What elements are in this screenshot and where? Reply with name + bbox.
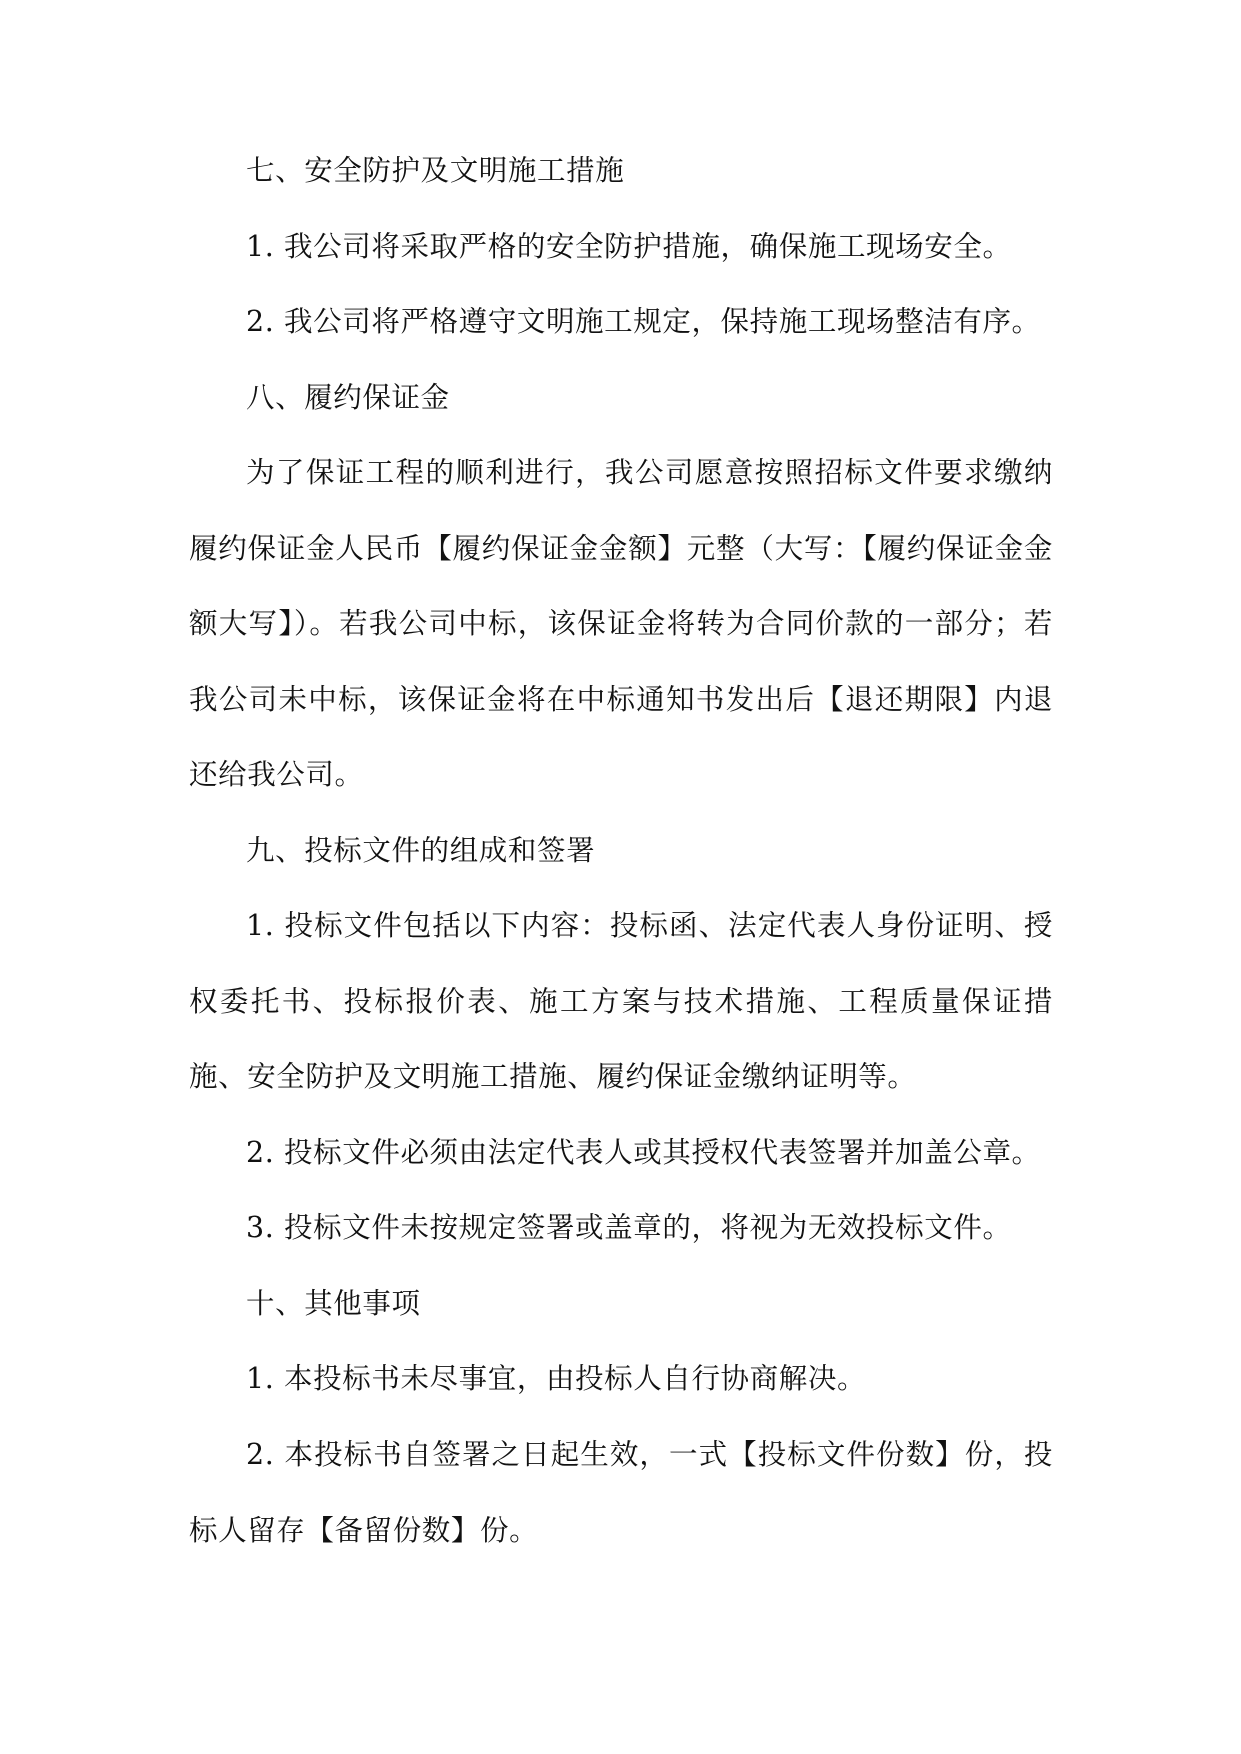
list-item-9-2: 2. 投标文件必须由法定代表人或其授权代表签署并加盖公章。: [246, 1136, 1041, 1169]
list-item-9-3: 3. 投标文件未按规定签署或盖章的，将视为无效投标文件。: [246, 1211, 1012, 1244]
list-item-7-1: 1. 我公司将采取严格的安全防护措施，确保施工现场安全。: [246, 230, 1012, 263]
section-heading-7: 七、安全防护及文明施工措施: [246, 154, 625, 187]
paragraph-8-body: 为了保证工程的顺利进行，我公司愿意按照招标文件要求缴纳履约保证金人民币【履约保证金金额】元整（大写：【履约保证金金额大写】）。若我公司中标，该保证金将转为合同价款的一部分；若我公司未中标，该保证金将在中标通知书发出后【退还期限】内退还给我公司。: [189, 456, 1053, 791]
list-item-7-2: 2. 我公司将严格遵守文明施工规定，保持施工现场整洁有序。: [246, 305, 1041, 338]
list-item-9-1: 1. 投标文件包括以下内容：投标函、法定代表人身份证明、授权委托书、投标报价表、施工方案与技术措施、工程质量保证措施、安全防护及文明施工措施、履约保证金缴纳证明等。: [189, 909, 1053, 1093]
list-item-10-2: 2. 本投标书自签署之日起生效，一式【投标文件份数】份，投标人留存【备留份数】份。: [189, 1438, 1053, 1547]
document-page: [189, 0, 1053, 1754]
section-heading-8: 八、履约保证金: [246, 381, 450, 414]
section-heading-9: 九、投标文件的组成和签署: [246, 834, 596, 867]
list-item-10-1: 1. 本投标书未尽事宜，由投标人自行协商解决。: [246, 1362, 867, 1395]
section-heading-10: 十、其他事项: [246, 1287, 421, 1320]
